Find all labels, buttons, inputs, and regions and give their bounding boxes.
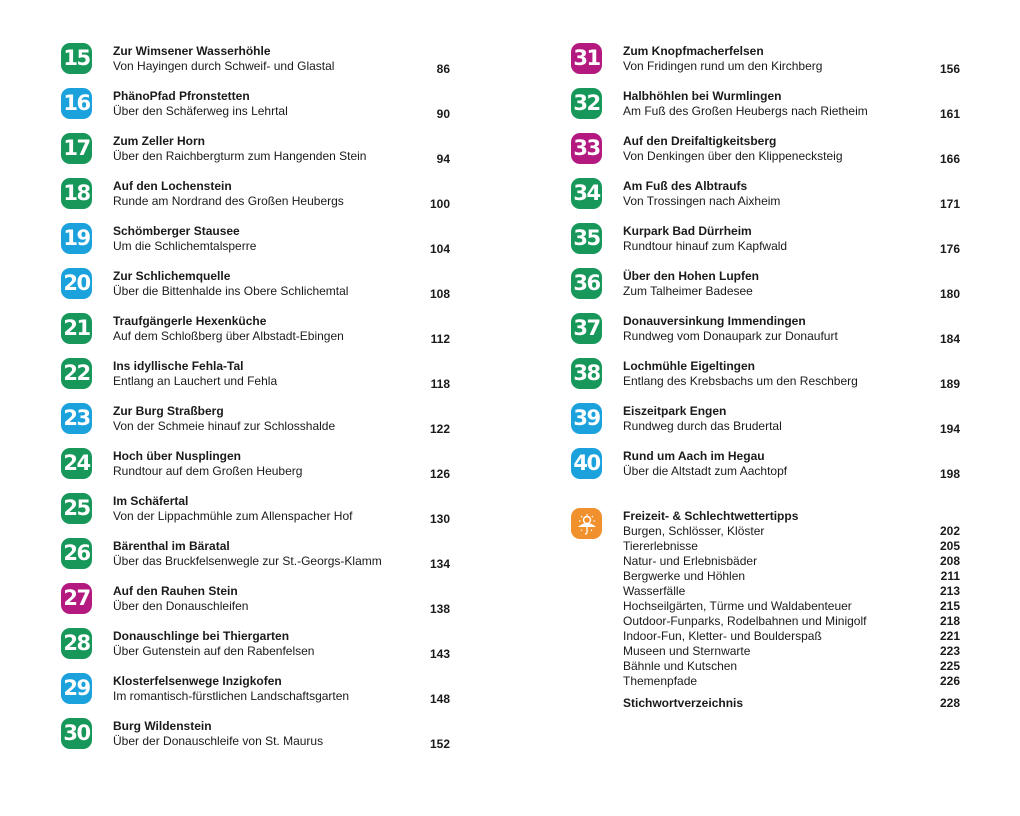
entry-subtitle: Um die Schlichemtalsperre xyxy=(113,239,257,253)
entry-subtitle: Über den Raichbergturm zum Hangenden Stein xyxy=(113,149,367,163)
entry-texts xyxy=(623,404,960,434)
tip-label: Wasserfälle xyxy=(623,584,686,598)
leisure-tips-section xyxy=(571,506,960,696)
tip-label: Outdoor-Funparks, Rodelbahnen und Minigolf xyxy=(623,614,867,628)
entry-texts xyxy=(113,539,450,569)
entry-subtitle: Rundweg durch das Brudertal xyxy=(623,419,782,433)
toc-entry-23[interactable] xyxy=(61,401,450,446)
entry-subtitle: Rundweg vom Donaupark zur Donaufurt xyxy=(623,329,838,343)
entry-page-number: 171 xyxy=(939,197,960,211)
toc-right-column xyxy=(571,41,960,711)
tip-page-number: 223 xyxy=(939,644,960,658)
tour-number-badge: 34 xyxy=(571,178,602,209)
entry-title: Klosterfelsenwege Inzigkofen xyxy=(113,674,282,688)
entry-subtitle: Von Denkingen über den Klippenecksteig xyxy=(623,149,843,163)
toc-entry-38[interactable] xyxy=(571,356,960,401)
tip-label: Themenpfade xyxy=(623,674,698,688)
toc-entry-40[interactable] xyxy=(571,446,960,491)
toc-entry-16[interactable] xyxy=(61,86,450,131)
tour-number-badge: 17 xyxy=(61,133,92,164)
tip-label: Bähnle und Kutschen xyxy=(623,659,738,673)
tip-item[interactable] xyxy=(623,644,960,659)
entry-subtitle: Über das Bruckfelsenwegle zur St.-Georgs-Klamm xyxy=(113,554,382,568)
tour-number-badge: 27 xyxy=(61,583,92,614)
entry-title: Eiszeitpark Engen xyxy=(623,404,727,418)
tour-number-badge: 40 xyxy=(571,448,602,479)
entry-texts xyxy=(113,179,450,209)
entry-texts xyxy=(623,134,960,164)
entry-texts xyxy=(113,314,450,344)
entry-texts xyxy=(113,44,450,74)
entry-title: Hoch über Nusplingen xyxy=(113,449,242,463)
entry-title: Halbhöhlen bei Wurmlingen xyxy=(623,89,782,103)
entry-title: Im Schäfertal xyxy=(113,494,189,508)
entry-texts xyxy=(623,224,960,254)
tip-page-number: 208 xyxy=(939,554,960,568)
entry-page-number: 184 xyxy=(939,332,960,346)
toc-entry-27[interactable] xyxy=(61,581,450,626)
tip-item[interactable] xyxy=(623,569,960,584)
entry-subtitle: Am Fuß des Großen Heubergs nach Rietheim xyxy=(623,104,868,118)
entry-title: Schömberger Stausee xyxy=(113,224,240,238)
toc-entry-30[interactable] xyxy=(61,716,450,761)
tour-number-badge: 18 xyxy=(61,178,92,209)
toc-entry-18[interactable] xyxy=(61,176,450,221)
entry-page-number: 156 xyxy=(939,62,960,76)
entry-title: Kurpark Bad Dürrheim xyxy=(623,224,752,238)
tip-item[interactable] xyxy=(623,584,960,599)
tour-number-badge: 16 xyxy=(61,88,92,119)
entry-page-number: 166 xyxy=(939,152,960,166)
tip-page-number: 226 xyxy=(939,674,960,688)
entry-subtitle: Entlang des Krebsbachs um den Reschberg xyxy=(623,374,858,388)
entry-title: Über den Hohen Lupfen xyxy=(623,269,759,283)
entry-subtitle: Runde am Nordrand des Großen Heubergs xyxy=(113,194,344,208)
tip-page-number: 211 xyxy=(940,569,960,583)
entry-subtitle: Rundtour hinauf zum Kapfwald xyxy=(623,239,788,253)
tour-number-badge: 37 xyxy=(571,313,602,344)
entry-page-number: 134 xyxy=(429,557,450,571)
entry-title: Lochmühle Eigeltingen xyxy=(623,359,756,373)
tip-label: Hochseilgärten, Türme und Waldabenteuer xyxy=(623,599,852,613)
tour-number-badge: 39 xyxy=(571,403,602,434)
entry-texts xyxy=(113,89,450,119)
tip-label: Natur- und Erlebnisbäder xyxy=(623,554,758,568)
tip-item[interactable] xyxy=(623,674,960,689)
entry-subtitle: Über die Bittenhalde ins Obere Schlichemtal xyxy=(113,284,349,298)
entry-title: Auf den Rauhen Stein xyxy=(113,584,238,598)
entry-title: Zum Knopfmacherfelsen xyxy=(623,44,764,58)
toc-entry-33[interactable] xyxy=(571,131,960,176)
tour-number-badge: 32 xyxy=(571,88,602,119)
tour-number-badge: 28 xyxy=(61,628,92,659)
entry-page-number: 90 xyxy=(436,107,450,121)
tour-number-badge: 23 xyxy=(61,403,92,434)
toc-entry-17[interactable] xyxy=(61,131,450,176)
entry-page-number: 130 xyxy=(429,512,450,526)
entry-page-number: 122 xyxy=(429,422,450,436)
umbrella-sun-icon xyxy=(571,508,602,539)
tour-number-badge: 36 xyxy=(571,268,602,299)
entry-title: Zum Zeller Horn xyxy=(113,134,206,148)
toc-entry-28[interactable] xyxy=(61,626,450,671)
entry-texts xyxy=(113,674,450,704)
entry-texts xyxy=(113,584,450,614)
entry-page-number: 112 xyxy=(430,332,450,346)
keyword-index-title: Stichwortverzeichnis xyxy=(623,696,744,710)
entry-subtitle: Zum Talheimer Badesee xyxy=(623,284,753,298)
entry-texts xyxy=(623,89,960,119)
tip-label: Burgen, Schlösser, Klöster xyxy=(623,524,765,538)
entry-page-number: 148 xyxy=(429,692,450,706)
tour-number-badge: 22 xyxy=(61,358,92,389)
entry-title: Zur Burg Straßberg xyxy=(113,404,224,418)
entry-subtitle: Von Trossingen nach Aixheim xyxy=(623,194,781,208)
keyword-index-entry[interactable] xyxy=(623,696,960,711)
leisure-tips-title: Freizeit- & Schlechtwettertipps xyxy=(623,509,799,523)
tip-page-number: 225 xyxy=(939,659,960,673)
entry-texts xyxy=(623,269,960,299)
toc-entry-22[interactable] xyxy=(61,356,450,401)
entry-title: Auf den Dreifaltigkeitsberg xyxy=(623,134,777,148)
tip-item[interactable] xyxy=(623,554,960,569)
tour-number-badge: 30 xyxy=(61,718,92,749)
toc-entry-34[interactable] xyxy=(571,176,960,221)
toc-entry-15[interactable] xyxy=(61,41,450,86)
entry-subtitle: Entlang an Lauchert und Fehla xyxy=(113,374,278,388)
entry-page-number: 126 xyxy=(429,467,450,481)
entry-page-number: 176 xyxy=(939,242,960,256)
entry-page-number: 143 xyxy=(429,647,450,661)
tip-label: Indoor-Fun, Kletter- und Boulderspaß xyxy=(623,629,822,643)
toc-entry-35[interactable] xyxy=(571,221,960,266)
entry-texts xyxy=(623,44,960,74)
entry-texts xyxy=(113,449,450,479)
entry-title: Bärenthal im Bäratal xyxy=(113,539,230,553)
entry-texts xyxy=(113,494,450,524)
toc-entry-21[interactable] xyxy=(61,311,450,356)
entry-texts xyxy=(113,719,450,749)
entry-page-number: 108 xyxy=(429,287,450,301)
entry-subtitle: Von Fridingen rund um den Kirchberg xyxy=(623,59,823,73)
entry-page-number: 194 xyxy=(939,422,960,436)
entry-title: Traufgängerle Hexenküche xyxy=(113,314,267,328)
entry-texts xyxy=(113,224,450,254)
tour-number-badge: 29 xyxy=(61,673,92,704)
tour-number-badge: 25 xyxy=(61,493,92,524)
tour-number-badge: 21 xyxy=(61,313,92,344)
entry-subtitle: Auf dem Schloßberg über Albstadt-Ebingen xyxy=(113,329,344,343)
entry-title: Zur Wimsener Wasserhöhle xyxy=(113,44,271,58)
leisure-tips-list xyxy=(623,509,960,689)
entry-texts xyxy=(113,404,450,434)
entry-subtitle: Über der Donauschleife von St. Maurus xyxy=(113,734,324,748)
entry-page-number: 189 xyxy=(939,377,960,391)
entry-texts xyxy=(623,359,960,389)
entry-subtitle: Über den Donauschleifen xyxy=(113,599,249,613)
toc-entry-26[interactable] xyxy=(61,536,450,581)
entry-page-number: 138 xyxy=(429,602,450,616)
entry-subtitle: Rundtour auf dem Großen Heuberg xyxy=(113,464,303,478)
entry-page-number: 94 xyxy=(436,152,450,166)
entry-texts xyxy=(113,359,450,389)
toc-entry-37[interactable] xyxy=(571,311,960,356)
tour-number-badge: 15 xyxy=(61,43,92,74)
entry-page-number: 86 xyxy=(436,62,450,76)
tour-number-badge: 33 xyxy=(571,133,602,164)
tour-number-badge: 38 xyxy=(571,358,602,389)
entry-page-number: 100 xyxy=(429,197,450,211)
toc-entry-31[interactable] xyxy=(571,41,960,86)
entry-subtitle: Von der Schmeie hinauf zur Schlosshalde xyxy=(113,419,336,433)
tip-page-number: 213 xyxy=(939,584,960,598)
tip-page-number: 215 xyxy=(939,599,960,613)
entry-texts xyxy=(623,179,960,209)
entry-title: Donauschlinge bei Thiergarten xyxy=(113,629,290,643)
entry-title: PhänoPfad Pfronstetten xyxy=(113,89,250,103)
toc-entry-20[interactable] xyxy=(61,266,450,311)
entry-subtitle: Von der Lippachmühle zum Allenspacher Hof xyxy=(113,509,353,523)
tip-item[interactable] xyxy=(623,599,960,614)
toc-entry-39[interactable] xyxy=(571,401,960,446)
tip-item[interactable] xyxy=(623,539,960,554)
tip-item[interactable] xyxy=(623,629,960,644)
tip-item[interactable] xyxy=(623,614,960,629)
tip-item[interactable] xyxy=(623,659,960,674)
entry-page-number: 104 xyxy=(429,242,450,256)
toc-entry-24[interactable] xyxy=(61,446,450,491)
entry-subtitle: Über die Altstadt zum Aachtopf xyxy=(623,464,788,478)
entry-title: Rund um Aach im Hegau xyxy=(623,449,765,463)
toc-entry-25[interactable] xyxy=(61,491,450,536)
entry-title: Ins idyllische Fehla-Tal xyxy=(113,359,244,373)
toc-left-column xyxy=(61,41,450,761)
tour-number-badge: 19 xyxy=(61,223,92,254)
entry-page-number: 198 xyxy=(939,467,960,481)
entry-texts xyxy=(623,449,960,479)
entry-texts xyxy=(113,629,450,659)
toc-entry-32[interactable] xyxy=(571,86,960,131)
tour-number-badge: 20 xyxy=(61,268,92,299)
toc-entry-19[interactable] xyxy=(61,221,450,266)
tip-page-number: 202 xyxy=(939,524,960,538)
tour-number-badge: 35 xyxy=(571,223,602,254)
tip-item[interactable] xyxy=(623,524,960,539)
entry-texts xyxy=(623,314,960,344)
entry-subtitle: Im romantisch-fürstlichen Landschaftsgarten xyxy=(113,689,350,703)
entry-subtitle: Über den Schäferweg ins Lehrtal xyxy=(113,104,288,118)
tip-label: Tiererlebnisse xyxy=(623,539,698,553)
entry-title: Burg Wildenstein xyxy=(113,719,212,733)
entry-page-number: 161 xyxy=(939,107,960,121)
entry-texts xyxy=(113,269,450,299)
entry-title: Auf den Lochenstein xyxy=(113,179,232,193)
tour-number-badge: 24 xyxy=(61,448,92,479)
entry-subtitle: Über Gutenstein auf den Rabenfelsen xyxy=(113,644,315,658)
entry-subtitle: Von Hayingen durch Schweif- und Glastal xyxy=(113,59,335,73)
toc-entry-36[interactable] xyxy=(571,266,960,311)
tip-label: Bergwerke und Höhlen xyxy=(623,569,746,583)
toc-entry-29[interactable] xyxy=(61,671,450,716)
tip-label: Museen und Sternwarte xyxy=(623,644,751,658)
tip-page-number: 221 xyxy=(939,629,960,643)
entry-page-number: 118 xyxy=(430,377,450,391)
entry-texts xyxy=(113,134,450,164)
entry-page-number: 180 xyxy=(939,287,960,301)
entry-title: Donauversinkung Immendingen xyxy=(623,314,806,328)
entry-title: Zur Schlichemquelle xyxy=(113,269,231,283)
tour-number-badge: 31 xyxy=(571,43,602,74)
keyword-index-page: 228 xyxy=(939,696,960,710)
tour-number-badge: 26 xyxy=(61,538,92,569)
entry-title: Am Fuß des Albtraufs xyxy=(623,179,748,193)
tip-page-number: 205 xyxy=(939,539,960,553)
entry-page-number: 152 xyxy=(429,737,450,751)
tip-page-number: 218 xyxy=(939,614,960,628)
